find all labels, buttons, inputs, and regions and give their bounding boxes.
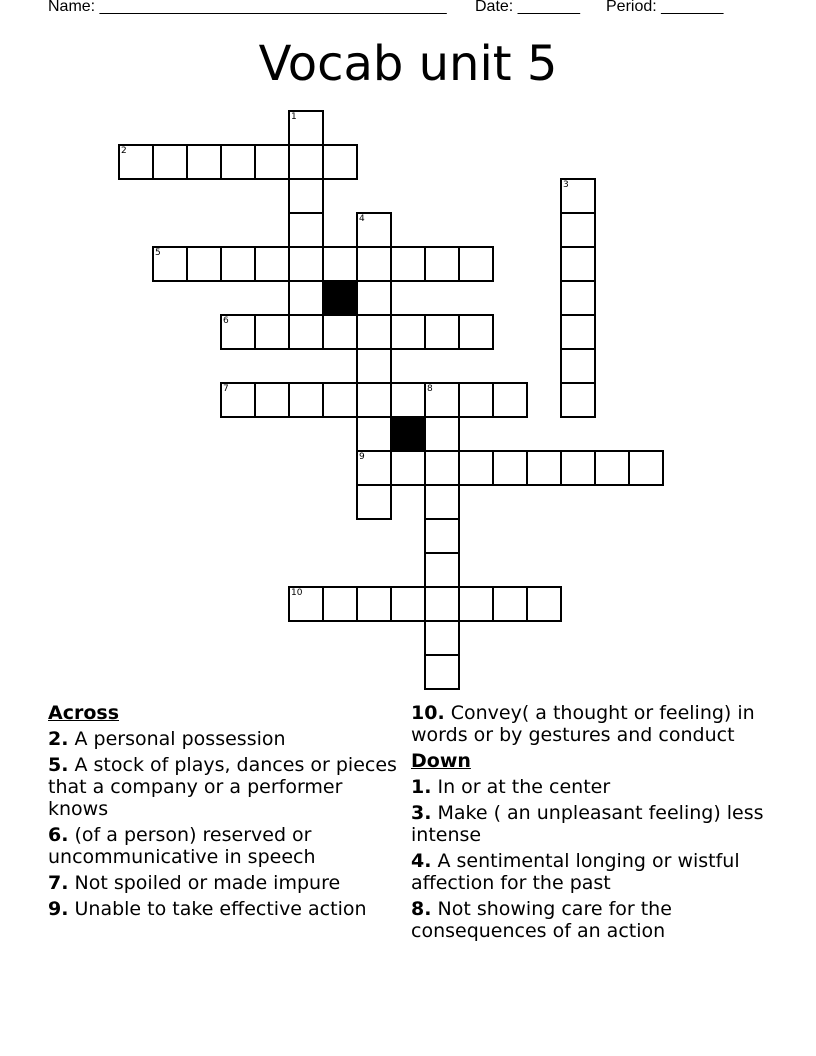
- grid-cell[interactable]: [288, 382, 324, 418]
- grid-cell[interactable]: [424, 246, 460, 282]
- grid-cell[interactable]: [322, 382, 358, 418]
- grid-cell[interactable]: [424, 450, 460, 486]
- grid-cell[interactable]: [390, 382, 426, 418]
- clue-across-5: 5. A stock of plays, dances or pieces that a company or a performer knows: [48, 754, 397, 820]
- clue-across-6: 6. (of a person) reserved or uncommunicative in speech: [48, 824, 316, 868]
- across-heading: Across: [48, 702, 120, 724]
- grid-cell[interactable]: [628, 450, 664, 486]
- grid-cell[interactable]: [322, 586, 358, 622]
- clue-across-7: 7. Not spoiled or made impure: [48, 872, 341, 894]
- black-cell: [390, 416, 426, 452]
- grid-cell[interactable]: [356, 382, 392, 418]
- clue-number: 4: [359, 214, 365, 224]
- clue-down-1: 1. In or at the center: [411, 776, 611, 798]
- grid-cell[interactable]: [254, 144, 290, 180]
- clue-number: 9: [359, 452, 365, 462]
- grid-cell[interactable]: [424, 314, 460, 350]
- grid-cell[interactable]: [424, 552, 460, 588]
- name-field[interactable]: Name: _______________________________________: [48, 0, 447, 15]
- grid-cell[interactable]: [186, 246, 222, 282]
- grid-cell[interactable]: [560, 382, 596, 418]
- grid-cell[interactable]: [356, 246, 392, 282]
- grid-cell[interactable]: [322, 314, 358, 350]
- grid-cell[interactable]: [288, 178, 324, 214]
- grid-cell[interactable]: [594, 450, 630, 486]
- clue-number: 8: [427, 384, 433, 394]
- grid-cell[interactable]: [526, 586, 562, 622]
- clue-number: 3: [563, 180, 569, 190]
- grid-cell[interactable]: [356, 280, 392, 316]
- grid-cell[interactable]: [560, 450, 596, 486]
- grid-cell[interactable]: [356, 586, 392, 622]
- clue-number: 10: [291, 588, 303, 598]
- clue-across-10: 10. Convey( a thought or feeling) in words or by gestures and conduct: [411, 702, 755, 746]
- grid-cell[interactable]: [458, 382, 494, 418]
- grid-cell[interactable]: [288, 144, 324, 180]
- down-heading: Down: [411, 750, 471, 772]
- clue-number: 1: [291, 112, 297, 122]
- grid-cell[interactable]: [288, 280, 324, 316]
- grid-cell[interactable]: [424, 620, 460, 656]
- grid-cell[interactable]: [152, 144, 188, 180]
- grid-cell[interactable]: [254, 246, 290, 282]
- grid-cell[interactable]: [322, 144, 358, 180]
- grid-cell[interactable]: [220, 144, 256, 180]
- grid-cell[interactable]: [560, 212, 596, 248]
- grid-cell[interactable]: [458, 314, 494, 350]
- clue-number: 7: [223, 384, 229, 394]
- period-field[interactable]: Period: _______: [606, 0, 724, 15]
- grid-cell[interactable]: [526, 450, 562, 486]
- grid-cell[interactable]: [492, 586, 528, 622]
- grid-cell[interactable]: [492, 382, 528, 418]
- clue-down-4: 4. A sentimental longing or wistful affection for the past: [411, 850, 740, 894]
- clue-number: 6: [223, 316, 229, 326]
- grid-cell[interactable]: [560, 246, 596, 282]
- grid-cell[interactable]: [356, 348, 392, 384]
- grid-cell[interactable]: [560, 280, 596, 316]
- grid-cell[interactable]: [390, 450, 426, 486]
- grid-cell[interactable]: [356, 314, 392, 350]
- clue-down-8: 8. Not showing care for the consequences of an action: [411, 898, 672, 942]
- grid-cell[interactable]: [424, 586, 460, 622]
- clue-number: 2: [121, 146, 127, 156]
- grid-cell[interactable]: [288, 212, 324, 248]
- grid-cell[interactable]: [254, 382, 290, 418]
- grid-cell[interactable]: [186, 144, 222, 180]
- date-field[interactable]: Date: _______: [475, 0, 580, 15]
- grid-cell[interactable]: [424, 484, 460, 520]
- grid-cell[interactable]: [390, 246, 426, 282]
- clue-across-2: 2. A personal possession: [48, 728, 286, 750]
- clue-across-9: 9. Unable to take effective action: [48, 898, 367, 920]
- grid-cell[interactable]: [424, 518, 460, 554]
- grid-cell[interactable]: [390, 586, 426, 622]
- grid-cell[interactable]: [458, 450, 494, 486]
- grid-cell[interactable]: [356, 416, 392, 452]
- grid-cell[interactable]: [356, 484, 392, 520]
- grid-cell[interactable]: [424, 416, 460, 452]
- grid-cell[interactable]: [288, 314, 324, 350]
- grid-cell[interactable]: [254, 314, 290, 350]
- clue-down-3: 3. Make ( an unpleasant feeling) less intense: [411, 802, 764, 846]
- grid-cell[interactable]: [322, 246, 358, 282]
- grid-cell[interactable]: [560, 314, 596, 350]
- grid-cell[interactable]: [220, 246, 256, 282]
- grid-cell[interactable]: [288, 246, 324, 282]
- grid-cell[interactable]: [390, 314, 426, 350]
- grid-cell[interactable]: [492, 450, 528, 486]
- black-cell: [322, 280, 358, 316]
- page-title: Vocab unit 5: [258, 36, 558, 92]
- grid-cell[interactable]: [424, 654, 460, 690]
- grid-cell[interactable]: [458, 246, 494, 282]
- grid-cell[interactable]: [560, 348, 596, 384]
- clue-number: 5: [155, 248, 161, 258]
- clues-column-left: [48, 702, 408, 924]
- clues-column-right: [411, 702, 781, 946]
- grid-cell[interactable]: [458, 586, 494, 622]
